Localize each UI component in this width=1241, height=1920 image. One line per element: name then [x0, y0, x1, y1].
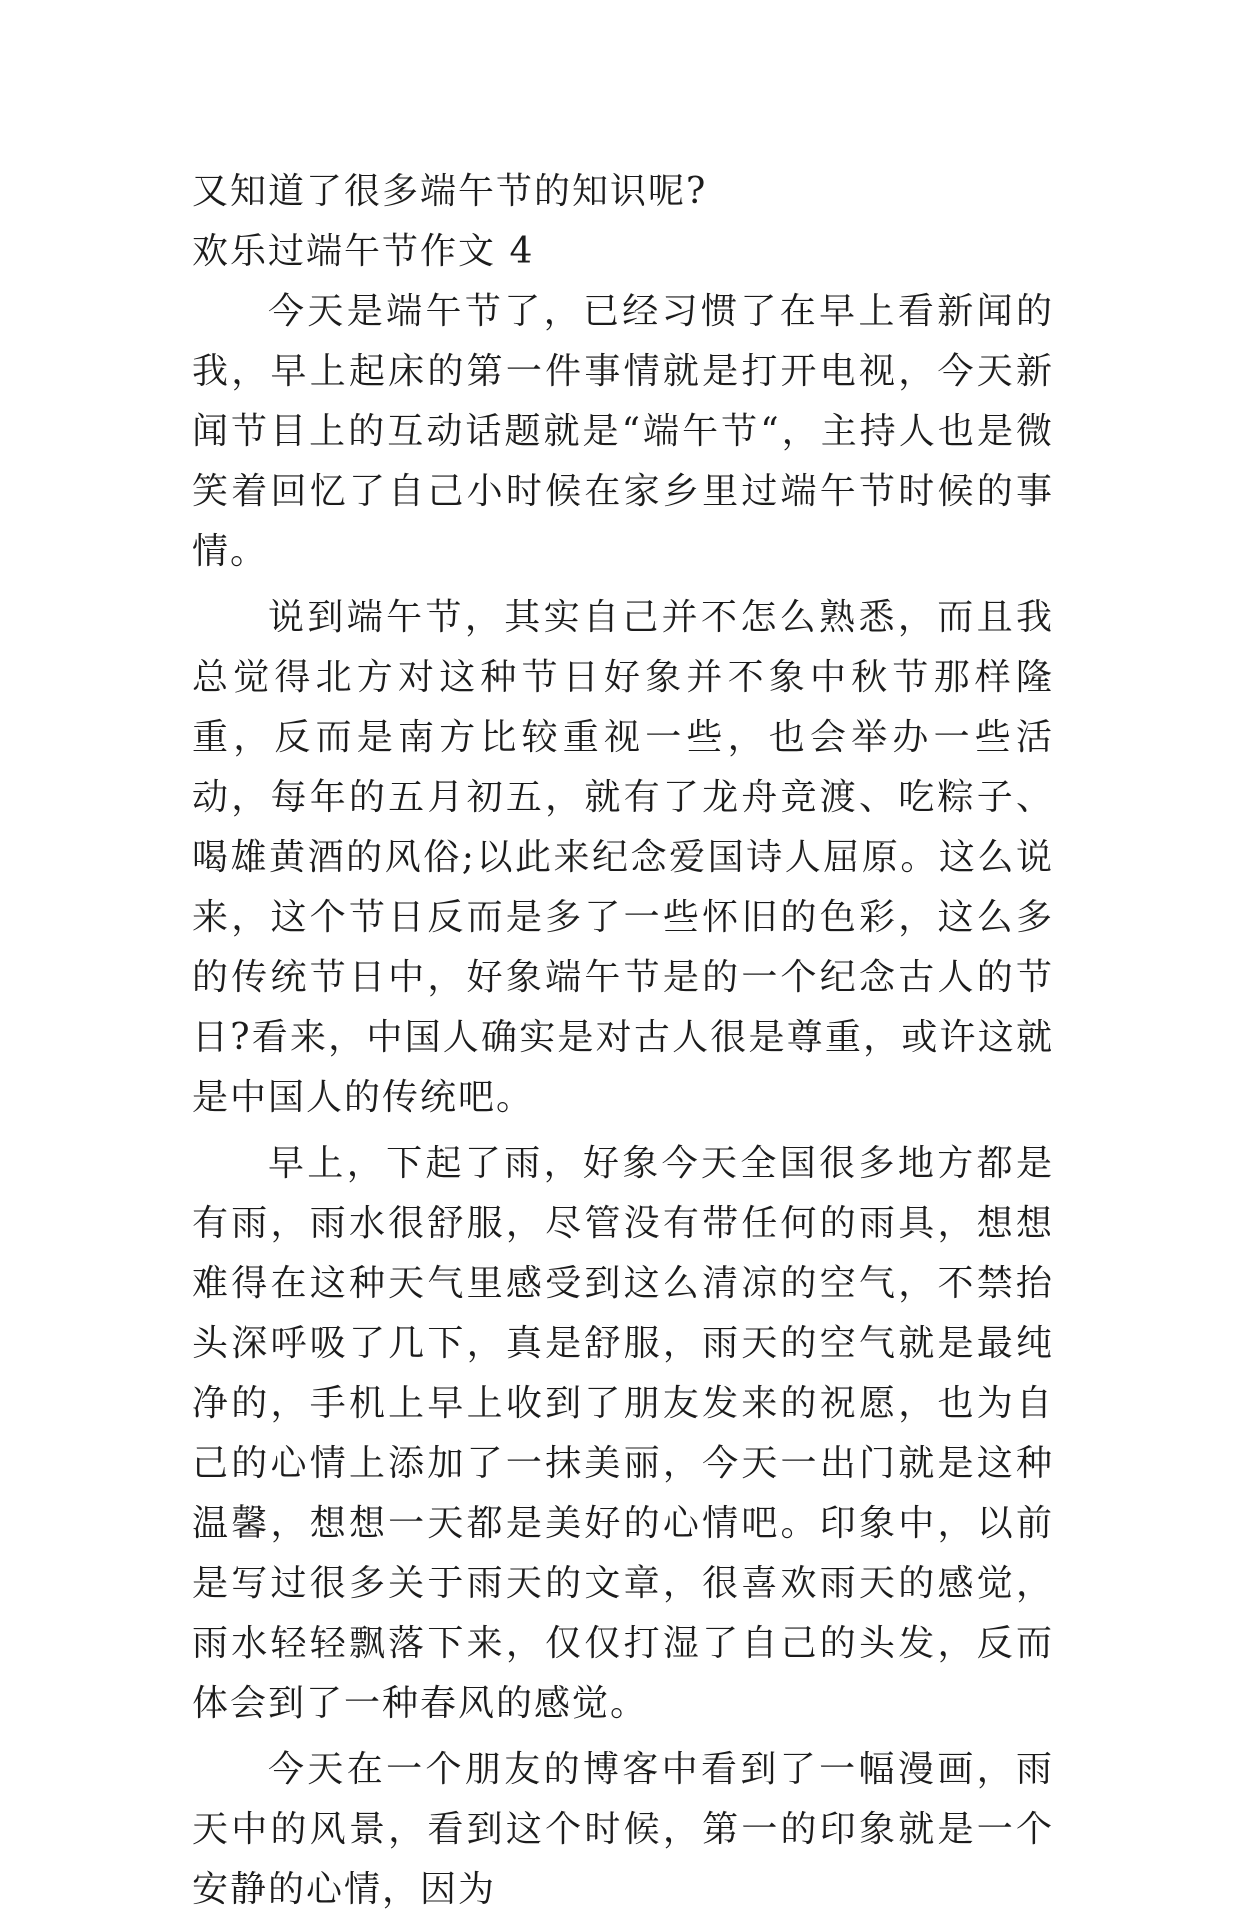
paragraph-4: 今天在一个朋友的博客中看到了一幅漫画，雨天中的风景，看到这个时候，第一的印象就是一个安静的心情，因为	[192, 1749, 1054, 1910]
paragraph-1: 今天是端午节了，已经习惯了在早上看新闻的我，早上起床的第一件事情就是打开电视，今天新闻节目上的互动话题就是“端午节“，主持人也是微笑着回忆了自己小时候在家乡里过端午节时候的事情。	[192, 291, 1054, 572]
document-body	[192, 162, 1054, 1920]
paragraph-2: 说到端午节，其实自己并不怎么熟悉，而且我总觉得北方对这种节日好象并不象中秋节那样隆重，反而是南方比较重视一些，也会举办一些活动，每年的五月初五，就有了龙舟竞渡、吃粽子、喝雄黄酒的风俗;以此来纪念爱国诗人屈原。这么说来，这个节日反而是多了一些怀旧的色彩，这么多的传统节日中，好象端午节是的一个纪念古人的节日?看来，中国人确实是对古人很是尊重，或许这就是中国人的传统吧。	[192, 597, 1054, 1118]
continuation-line: 又知道了很多端午节的知识呢?	[192, 171, 708, 212]
section-title: 欢乐过端午节作文 4	[192, 231, 535, 272]
paragraph-3: 早上，下起了雨，好象今天全国很多地方都是有雨，雨水很舒服，尽管没有带任何的雨具，想想难得在这种天气里感受到这么清凉的空气，不禁抬头深呼吸了几下，真是舒服，雨天的空气就是最纯净的，手机上早上收到了朋友发来的祝愿，也为自己的心情上添加了一抹美丽，今天一出门就是这种温馨，想想一天都是美好的心情吧。印象中，以前是写过很多关于雨天的文章，很喜欢雨天的感觉，雨水轻轻飘落下来，仅仅打湿了自己的头发，反而体会到了一种春风的感觉。	[192, 1143, 1054, 1724]
